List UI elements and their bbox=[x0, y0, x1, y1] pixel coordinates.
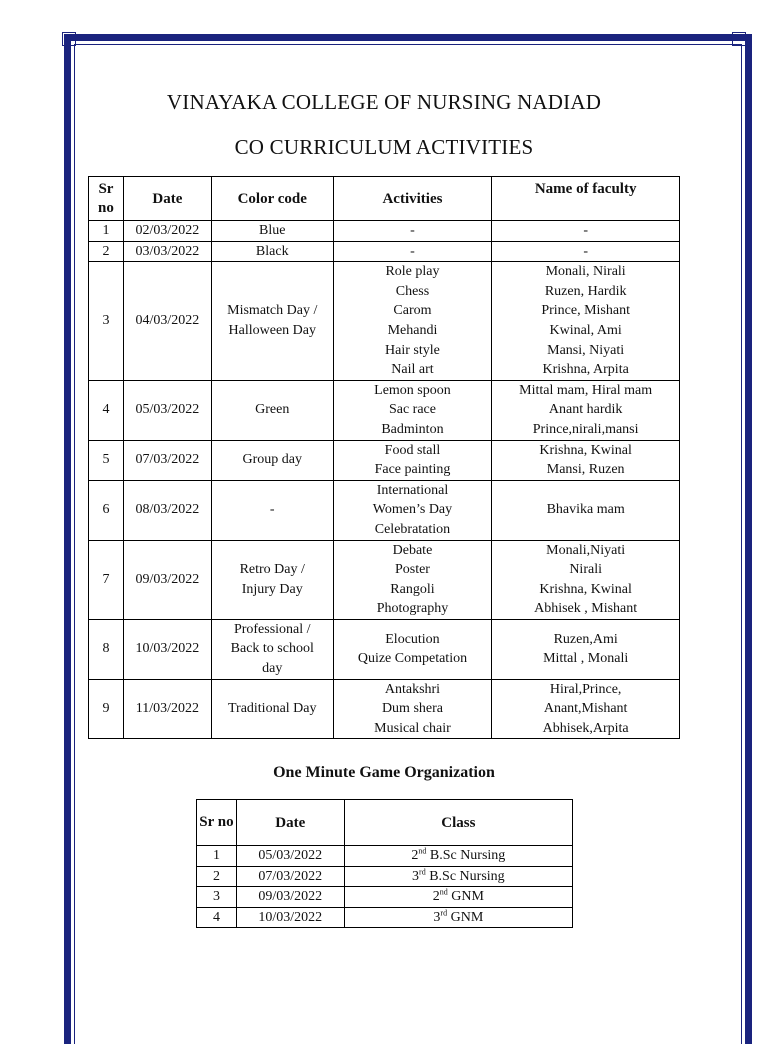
color-code-cell-line: Green bbox=[255, 402, 290, 418]
activities-cell bbox=[333, 679, 492, 739]
class-name: GNM bbox=[447, 889, 484, 905]
color-code-cell bbox=[211, 679, 333, 739]
activities-cell-line: Nail art bbox=[391, 362, 434, 378]
activity-row bbox=[89, 262, 680, 381]
activities-cell-line: Quize Competation bbox=[357, 651, 468, 667]
faculty-cell bbox=[492, 380, 680, 440]
game-sr-cell: 4 bbox=[197, 907, 237, 928]
faculty-cell bbox=[492, 440, 680, 480]
color-code-cell bbox=[211, 221, 333, 242]
activities-cell-line: - bbox=[410, 243, 415, 259]
color-code-cell-line: - bbox=[269, 502, 275, 518]
game-date-cell: 05/03/2022 bbox=[236, 846, 344, 867]
date-cell: 05/03/2022 bbox=[123, 380, 211, 440]
sr-cell: 2 bbox=[89, 241, 124, 262]
faculty-cell bbox=[492, 619, 680, 679]
activity-row bbox=[89, 440, 680, 480]
col-header-date: Date bbox=[123, 177, 211, 221]
faculty-cell-line: Krishna, Arpita bbox=[542, 362, 629, 378]
faculty-cell-line: Monali,Niyati bbox=[546, 542, 626, 558]
date-cell: 03/03/2022 bbox=[123, 241, 211, 262]
date-cell: 04/03/2022 bbox=[123, 262, 211, 381]
game-header-row bbox=[197, 800, 573, 846]
activities-cell-line: Hair style bbox=[385, 342, 440, 358]
color-code-cell-line: Blue bbox=[259, 223, 286, 238]
faculty-cell-line: Mittal mam, Hiral mam bbox=[519, 382, 653, 398]
faculty-cell-line: Abhisek,Arpita bbox=[542, 720, 629, 736]
faculty-cell-line: Anant,Mishant bbox=[543, 701, 628, 717]
faculty-cell-line: - bbox=[583, 223, 588, 238]
game-date-cell: 09/03/2022 bbox=[236, 887, 344, 908]
activities-cell-line: Chess bbox=[395, 283, 430, 299]
faculty-cell bbox=[492, 540, 680, 619]
color-code-cell-line: Retro Day / bbox=[239, 562, 305, 578]
activities-cell bbox=[333, 440, 492, 480]
activities-cell-line: Debate bbox=[392, 542, 433, 558]
game-class-cell bbox=[344, 846, 572, 867]
game-class-cell bbox=[344, 887, 572, 908]
date-cell: 07/03/2022 bbox=[123, 440, 211, 480]
faculty-cell-line: Krishna, Kwinal bbox=[539, 581, 632, 597]
activities-cell-line: Elocution bbox=[385, 631, 440, 647]
activities-cell-line: Poster bbox=[394, 562, 430, 578]
activities-table bbox=[88, 176, 680, 739]
color-code-cell bbox=[211, 480, 333, 540]
game-section-title: One Minute Game Organization bbox=[273, 764, 495, 781]
activities-cell bbox=[333, 241, 492, 262]
game-row bbox=[197, 907, 573, 928]
activity-row bbox=[89, 679, 680, 739]
sr-cell: 3 bbox=[89, 262, 124, 381]
faculty-cell-line: - bbox=[583, 243, 588, 259]
activities-cell-line: Antakshri bbox=[384, 681, 441, 697]
sr-cell: 6 bbox=[89, 480, 124, 540]
sr-cell: 9 bbox=[89, 679, 124, 739]
class-year-suffix: nd bbox=[439, 887, 448, 897]
activities-cell-line: - bbox=[410, 223, 415, 238]
class-name: GNM bbox=[447, 909, 484, 925]
activities-cell bbox=[333, 480, 492, 540]
activity-row bbox=[89, 540, 680, 619]
sr-cell: 4 bbox=[89, 380, 124, 440]
color-code-cell bbox=[211, 540, 333, 619]
color-code-cell-line: day bbox=[262, 661, 283, 677]
activities-cell-line: Face painting bbox=[374, 462, 451, 478]
game-sr-cell: 1 bbox=[197, 846, 237, 867]
faculty-cell-line: Ruzen,Ami bbox=[553, 631, 618, 647]
faculty-cell-line: Nirali bbox=[569, 562, 602, 578]
game-table bbox=[196, 799, 573, 928]
color-code-cell-line: Traditional Day bbox=[227, 701, 317, 717]
color-code-cell bbox=[211, 619, 333, 679]
activity-row bbox=[89, 380, 680, 440]
activities-cell-line: Sac race bbox=[388, 402, 436, 418]
activities-cell-line: Mehandi bbox=[387, 322, 438, 338]
activities-cell-line: Carom bbox=[393, 303, 432, 319]
sr-cell: 5 bbox=[89, 440, 124, 480]
page-subtitle: CO CURRICULUM ACTIVITIES bbox=[234, 135, 534, 159]
activities-cell-line: International bbox=[376, 482, 449, 498]
game-class-cell bbox=[344, 866, 572, 887]
class-year-suffix: rd bbox=[440, 908, 448, 918]
class-year: 2 bbox=[411, 848, 419, 863]
col-header-faculty: Name of faculty bbox=[492, 177, 680, 221]
color-code-cell-line: Back to school bbox=[230, 641, 314, 657]
faculty-cell-line: Mittal , Monali bbox=[543, 651, 629, 667]
date-cell: 08/03/2022 bbox=[123, 480, 211, 540]
sr-cell: 7 bbox=[89, 540, 124, 619]
activities-cell bbox=[333, 619, 492, 679]
activities-cell bbox=[333, 262, 492, 381]
activity-row bbox=[89, 241, 680, 262]
game-col-header-sr: Sr no bbox=[197, 800, 237, 846]
activities-cell-line: Celebratation bbox=[374, 521, 451, 537]
color-code-cell bbox=[211, 440, 333, 480]
game-row bbox=[197, 846, 573, 867]
color-code-cell-line: Group day bbox=[242, 452, 302, 468]
corner-ornament-right bbox=[732, 32, 746, 46]
activities-cell bbox=[333, 380, 492, 440]
date-cell: 09/03/2022 bbox=[123, 540, 211, 619]
col-header-activities: Activities bbox=[333, 177, 492, 221]
game-sr-cell: 3 bbox=[197, 887, 237, 908]
activities-cell-line: Musical chair bbox=[374, 720, 451, 736]
faculty-cell bbox=[492, 679, 680, 739]
faculty-cell-line: Mansi, Ruzen bbox=[546, 462, 625, 478]
faculty-cell-line: Monali, Nirali bbox=[545, 264, 626, 280]
game-row bbox=[197, 866, 573, 887]
activities-cell-line: Role play bbox=[385, 264, 440, 280]
game-col-header-date: Date bbox=[236, 800, 344, 846]
faculty-cell bbox=[492, 241, 680, 262]
faculty-cell-line: Kwinal, Ami bbox=[549, 322, 622, 338]
activity-row bbox=[89, 480, 680, 540]
activities-cell-line: Women’s Day bbox=[372, 502, 453, 518]
faculty-cell bbox=[492, 480, 680, 540]
color-code-cell-line: Mismatch Day / bbox=[227, 303, 318, 319]
class-name: B.Sc Nursing bbox=[425, 868, 505, 884]
faculty-cell bbox=[492, 221, 680, 242]
col-header-color: Color code bbox=[211, 177, 333, 221]
sr-cell: 1 bbox=[89, 221, 124, 242]
color-code-cell bbox=[211, 262, 333, 381]
activities-cell-line: Photography bbox=[376, 601, 449, 617]
color-code-cell-line: Halloween Day bbox=[228, 322, 316, 338]
color-code-cell bbox=[211, 241, 333, 262]
activities-cell bbox=[333, 221, 492, 242]
class-year-suffix: nd bbox=[418, 846, 427, 856]
faculty-cell-line: Prince,nirali,mansi bbox=[532, 421, 639, 437]
activity-row bbox=[89, 221, 680, 242]
class-year: 3 bbox=[412, 868, 420, 884]
sr-cell: 8 bbox=[89, 619, 124, 679]
game-row bbox=[197, 887, 573, 908]
col-header-sr: Sr no bbox=[89, 177, 124, 221]
color-code-cell-line: Professional / bbox=[233, 621, 311, 637]
game-sr-cell: 2 bbox=[197, 866, 237, 887]
date-cell: 11/03/2022 bbox=[123, 679, 211, 739]
game-class-cell bbox=[344, 907, 572, 928]
activities-header-row bbox=[89, 177, 680, 221]
class-year: 2 bbox=[432, 889, 440, 905]
class-year: 3 bbox=[433, 909, 441, 925]
faculty-cell-line: Abhisek , Mishant bbox=[534, 601, 638, 617]
faculty-cell-line: Hiral,Prince, bbox=[549, 681, 622, 697]
corner-ornament-left bbox=[62, 32, 76, 46]
date-cell: 10/03/2022 bbox=[123, 619, 211, 679]
activities-cell-line: Badminton bbox=[381, 421, 444, 437]
activities-cell-line: Dum shera bbox=[381, 701, 443, 717]
college-title: VINAYAKA COLLEGE OF NURSING NADIAD bbox=[166, 90, 602, 114]
activities-cell bbox=[333, 540, 492, 619]
game-date-cell: 10/03/2022 bbox=[236, 907, 344, 928]
activities-cell-line: Rangoli bbox=[390, 581, 435, 597]
color-code-cell-line: Injury Day bbox=[241, 581, 303, 597]
faculty-cell-line: Ruzen, Hardik bbox=[544, 283, 627, 299]
faculty-cell-line: Bhavika mam bbox=[546, 502, 625, 518]
faculty-cell-line: Anant hardik bbox=[548, 402, 623, 418]
game-date-cell: 07/03/2022 bbox=[236, 866, 344, 887]
faculty-cell-line: Krishna, Kwinal bbox=[539, 442, 632, 458]
activities-cell-line: Food stall bbox=[384, 442, 441, 458]
color-code-cell bbox=[211, 380, 333, 440]
date-cell: 02/03/2022 bbox=[123, 221, 211, 242]
faculty-cell-line: Prince, Mishant bbox=[541, 303, 630, 319]
color-code-cell-line: Black bbox=[255, 243, 289, 259]
faculty-cell-line: Mansi, Niyati bbox=[547, 342, 625, 358]
activities-cell-line: Lemon spoon bbox=[374, 382, 451, 398]
activity-row bbox=[89, 619, 680, 679]
faculty-cell bbox=[492, 262, 680, 381]
class-year-suffix: rd bbox=[419, 866, 426, 876]
class-name: B.Sc Nursing bbox=[426, 848, 506, 863]
game-col-header-class: Class bbox=[344, 800, 572, 846]
